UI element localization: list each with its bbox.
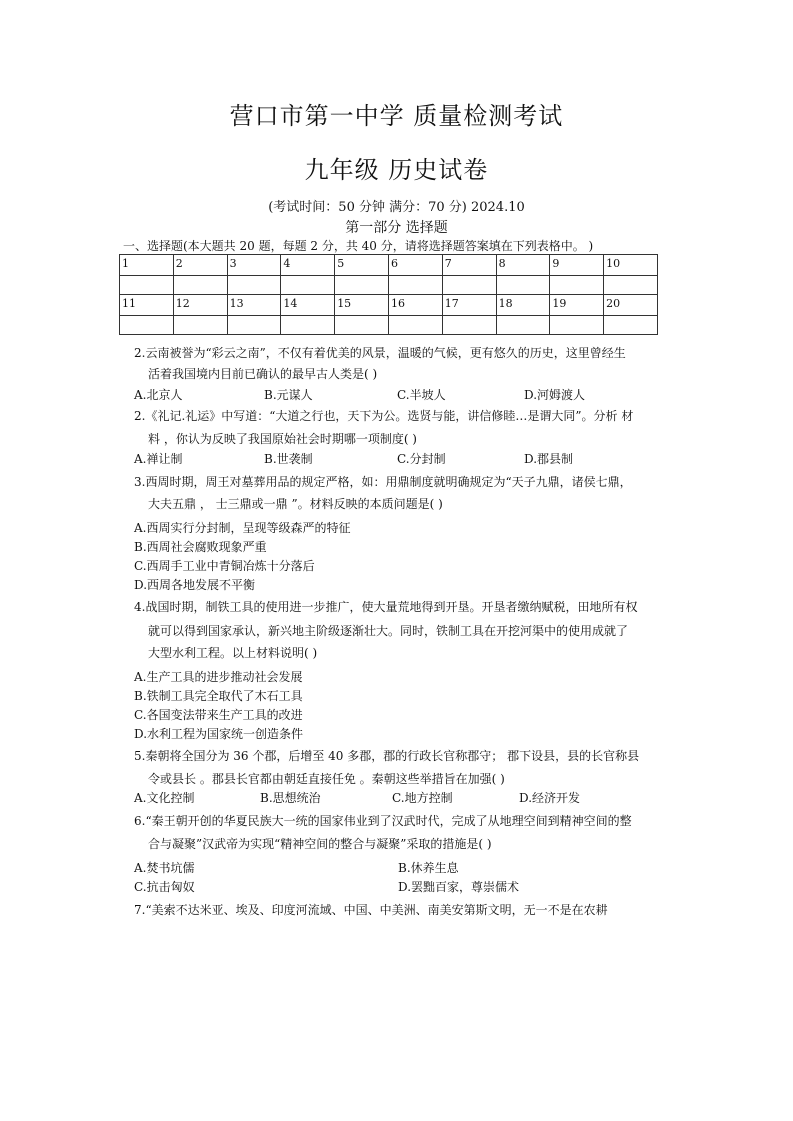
exam-subject-title: 九年级 历史试卷	[304, 156, 489, 184]
answer-cell[interactable]	[120, 316, 174, 335]
answer-number: 1	[120, 255, 174, 276]
answer-number: 13	[227, 295, 281, 316]
question-3-option-c: C.西周手工业中青铜冶炼十分落后	[134, 559, 315, 573]
answer-cell[interactable]	[388, 316, 442, 335]
question-5-option-c: C.地方控制	[392, 791, 453, 805]
question-1-option-a: A.北京人	[134, 388, 183, 402]
answer-number: 2	[173, 255, 227, 276]
answer-cell[interactable]	[227, 276, 281, 295]
answer-table	[119, 254, 658, 335]
question-3-option-a: A.西周实行分封制，呈现等级森严的特征	[134, 521, 351, 535]
answer-number: 12	[173, 295, 227, 316]
answer-cell[interactable]	[442, 276, 496, 295]
exam-school-title: 营口市第一中学 质量检测考试	[229, 102, 564, 130]
answer-number: 17	[442, 295, 496, 316]
answer-number: 7	[442, 255, 496, 276]
answer-cell[interactable]	[227, 316, 281, 335]
answer-number: 10	[604, 255, 658, 276]
answer-number: 9	[550, 255, 604, 276]
answer-number-row-2	[120, 295, 658, 316]
answer-number: 20	[604, 295, 658, 316]
question-4-option-d: D.水利工程为国家统一创造条件	[134, 727, 304, 741]
answer-number: 4	[281, 255, 335, 276]
section-instructions: 一、选择题(本大题共 20 题，每题 2 分，共 40 分，请将选择题答案填在下列表格中。 )	[123, 239, 594, 253]
question-1-stem-cont: 活着我国境内目前已确认的最早古人类是( )	[148, 367, 378, 381]
question-7-stem: 7.“美索不达米亚、埃及、印度河流域、中国、中美洲、南美安第斯文明，无一不是在农耕	[134, 903, 608, 917]
answer-cell[interactable]	[281, 316, 335, 335]
question-4-stem-cont: 就可以得到国家承认，新兴地主阶级逐渐壮大。同时，铁制工具在开挖河渠中的使用成就了	[148, 624, 629, 638]
answer-cell[interactable]	[496, 276, 550, 295]
question-2-option-a: A.禅让制	[134, 452, 183, 466]
question-3-option-d: D.西周各地发展不平衡	[134, 578, 256, 592]
answer-cell[interactable]	[496, 316, 550, 335]
question-6-option-a: A.焚书坑儒	[134, 861, 195, 875]
answer-cell[interactable]	[604, 316, 658, 335]
answer-number-row-1	[120, 255, 658, 276]
question-6-option-d: D.罢黜百家，尊崇儒术	[398, 880, 520, 894]
question-2-stem-cont: 料 ，你认为反映了我国原始社会时期哪一项制度( )	[148, 432, 417, 446]
answer-blank-row-1	[120, 276, 658, 295]
answer-number: 15	[335, 295, 389, 316]
question-4-option-a: A.生产工具的进步推动社会发展	[134, 670, 303, 684]
question-2-option-c: C.分封制	[397, 452, 446, 466]
question-3-stem: 3.西周时期，周王对墓葬用品的规定严格，如：用鼎制度就明确规定为“天子九鼎，诸侯七鼎，	[134, 475, 632, 489]
question-5-stem-cont: 令或县长 。郡县长官都由朝廷直接任免 。秦朝这些举措旨在加强( )	[148, 772, 505, 786]
question-6-option-c: C.抗击匈奴	[134, 880, 195, 894]
answer-cell[interactable]	[388, 276, 442, 295]
question-2-option-d: D.郡县制	[524, 452, 574, 466]
answer-blank-row-2	[120, 316, 658, 335]
question-6-option-b: B.休养生息	[398, 861, 459, 875]
question-2-option-b: B.世袭制	[264, 452, 313, 466]
question-1-option-b: B.元谋人	[264, 388, 313, 402]
question-6-stem-cont: 合与凝聚”汉武帝为实现“精神空间的整合与凝聚”采取的措施是( )	[148, 837, 492, 851]
answer-cell[interactable]	[173, 316, 227, 335]
question-4-option-c: C.各国变法带来生产工具的改进	[134, 708, 303, 722]
answer-number: 18	[496, 295, 550, 316]
question-3-stem-cont: 大夫五鼎 ， 士三鼎或一鼎 ”。材料反映的本质问题是( )	[148, 497, 443, 511]
answer-number: 8	[496, 255, 550, 276]
question-3-option-b: B.西周社会腐败现象严重	[134, 540, 267, 554]
question-1-option-d: D.河姆渡人	[524, 388, 586, 402]
answer-number: 16	[388, 295, 442, 316]
answer-number: 5	[335, 255, 389, 276]
answer-cell[interactable]	[604, 276, 658, 295]
answer-cell[interactable]	[281, 276, 335, 295]
answer-cell[interactable]	[550, 316, 604, 335]
question-2-stem: 2.《礼记.礼运》中写道：“大道之行也，天下为公。选贤与能，讲信修睦…是谓大同”。分析 材	[134, 409, 634, 423]
part-title: 第一部分 选择题	[345, 220, 448, 236]
answer-cell[interactable]	[442, 316, 496, 335]
question-5-option-a: A.文化控制	[134, 791, 195, 805]
question-5-option-d: D.经济开发	[519, 791, 581, 805]
question-4-stem-cont-2: 大型水利工程。以上材料说明( )	[148, 646, 318, 660]
question-4-option-b: B.铁制工具完全取代了木石工具	[134, 689, 303, 703]
answer-number: 6	[388, 255, 442, 276]
question-5-stem: 5.秦朝将全国分为 36 个郡，后增至 40 多郡，郡的行政长官称郡守； 郡下设县，县的长官称县	[134, 749, 640, 763]
answer-cell[interactable]	[550, 276, 604, 295]
answer-number: 19	[550, 295, 604, 316]
question-1-option-c: C.半坡人	[397, 388, 446, 402]
answer-cell[interactable]	[335, 276, 389, 295]
answer-number: 3	[227, 255, 281, 276]
question-1-stem: 2.云南被誉为“彩云之南”，不仅有着优美的风景，温暖的气候，更有悠久的历史，这里曾经生	[134, 346, 626, 360]
exam-info: (考试时间：50 分钟 满分：70 分) 2024.10	[268, 200, 525, 215]
question-5-option-b: B.思想统治	[260, 791, 321, 805]
question-4-stem: 4.战国时期，制铁工具的使用进一步推广，使大量荒地得到开垦。开垦者缴纳赋税，田地所有权	[134, 600, 638, 614]
answer-number: 11	[120, 295, 174, 316]
question-6-stem: 6.“秦王朝开创的华夏民族大一统的国家伟业到了汉武时代，完成了从地理空间到精神空间的整	[134, 814, 632, 828]
answer-cell[interactable]	[173, 276, 227, 295]
answer-cell[interactable]	[335, 316, 389, 335]
answer-number: 14	[281, 295, 335, 316]
answer-cell[interactable]	[120, 276, 174, 295]
